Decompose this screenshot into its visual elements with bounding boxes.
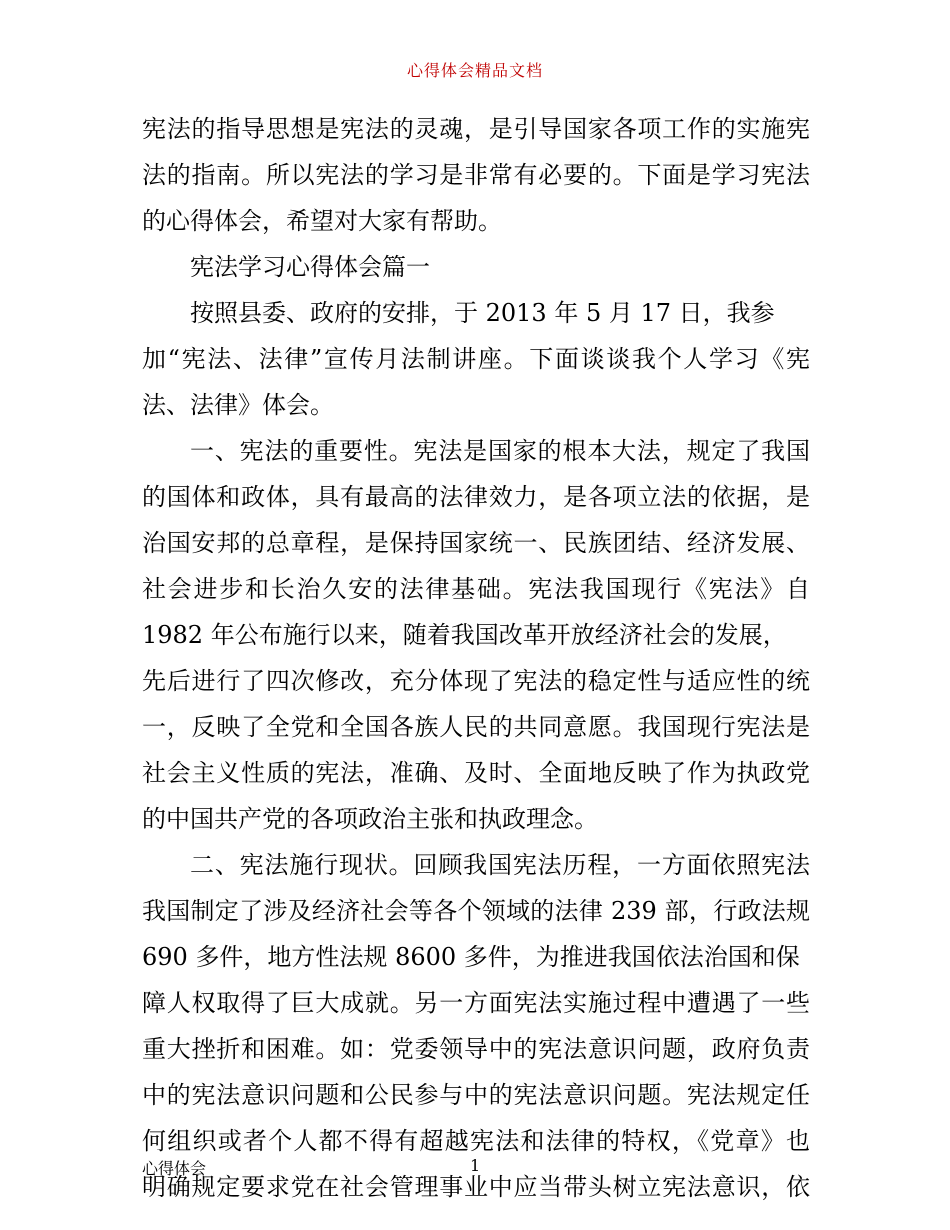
text-line: 二、宪法施行现状。回顾我国宪法历程，一方面依照宪法 — [190, 851, 810, 879]
text-line: 何组织或者个人都不得有超越宪法和法律的特权，《党章》也 — [142, 1127, 810, 1155]
text-line: 法的指南。所以宪法的学习是非常有必要的。下面是学习宪法 — [142, 161, 810, 189]
text-line: 加“宪法、法律”宣传月法制讲座。下面谈谈我个人学习《宪 — [142, 345, 810, 373]
footer-label: 心得体会 — [142, 1159, 207, 1178]
text-line: 宪法的指导思想是宪法的灵魂，是引导国家各项工作的实施宪 — [142, 115, 810, 143]
text-line: 先后进行了四次修改，充分体现了宪法的稳定性与适应性的统 — [142, 667, 810, 695]
page-number: 1 — [470, 1156, 481, 1175]
text-line: 的心得体会，希望对大家有帮助。 — [142, 207, 502, 235]
text-line: 治国安邦的总章程，是保持国家统一、民族团结、经济发展、 — [142, 529, 810, 557]
text-line: 1982 年公布施行以来，随着我国改革开放经济社会的发展， — [142, 621, 787, 649]
text-line: 宪法学习心得体会篇一 — [190, 253, 430, 281]
text-line: 的国体和政体，具有最高的法律效力，是各项立法的依据，是 — [142, 483, 810, 511]
text-line: 690 多件，地方性法规 8600 多件，为推进我国依法治国和保 — [142, 943, 800, 971]
text-line: 按照县委、政府的安排，于 2013 年 5 月 17 日，我参 — [190, 299, 775, 327]
text-line: 社会进步和长治久安的法律基础。宪法我国现行《宪法》自 — [142, 575, 810, 603]
text-line: 我国制定了涉及经济社会等各个领域的法律 239 部，行政法规 — [142, 897, 810, 925]
text-line: 一，反映了全党和全国各族人民的共同意愿。我国现行宪法是 — [142, 713, 810, 741]
text-line: 明确规定要求党在社会管理事业中应当带头树立宪法意识，依 — [142, 1173, 810, 1201]
text-line: 的中国共产党的各项政治主张和执政理念。 — [142, 805, 598, 833]
text-line: 社会主义性质的宪法，准确、及时、全面地反映了作为执政党 — [142, 759, 810, 787]
text-line: 一、宪法的重要性。宪法是国家的根本大法，规定了我国 — [190, 437, 810, 465]
text-line: 中的宪法意识问题和公民参与中的宪法意识问题。宪法规定任 — [142, 1081, 810, 1109]
document-body — [142, 106, 810, 1210]
text-line: 重大挫折和困难。如：党委领导中的宪法意识问题，政府负责 — [142, 1035, 810, 1063]
text-line: 法、法律》体会。 — [142, 391, 334, 419]
text-line: 障人权取得了巨大成就。另一方面宪法实施过程中遭遇了一些 — [142, 989, 810, 1017]
page-header: 心得体会精品文档 — [406, 61, 543, 80]
